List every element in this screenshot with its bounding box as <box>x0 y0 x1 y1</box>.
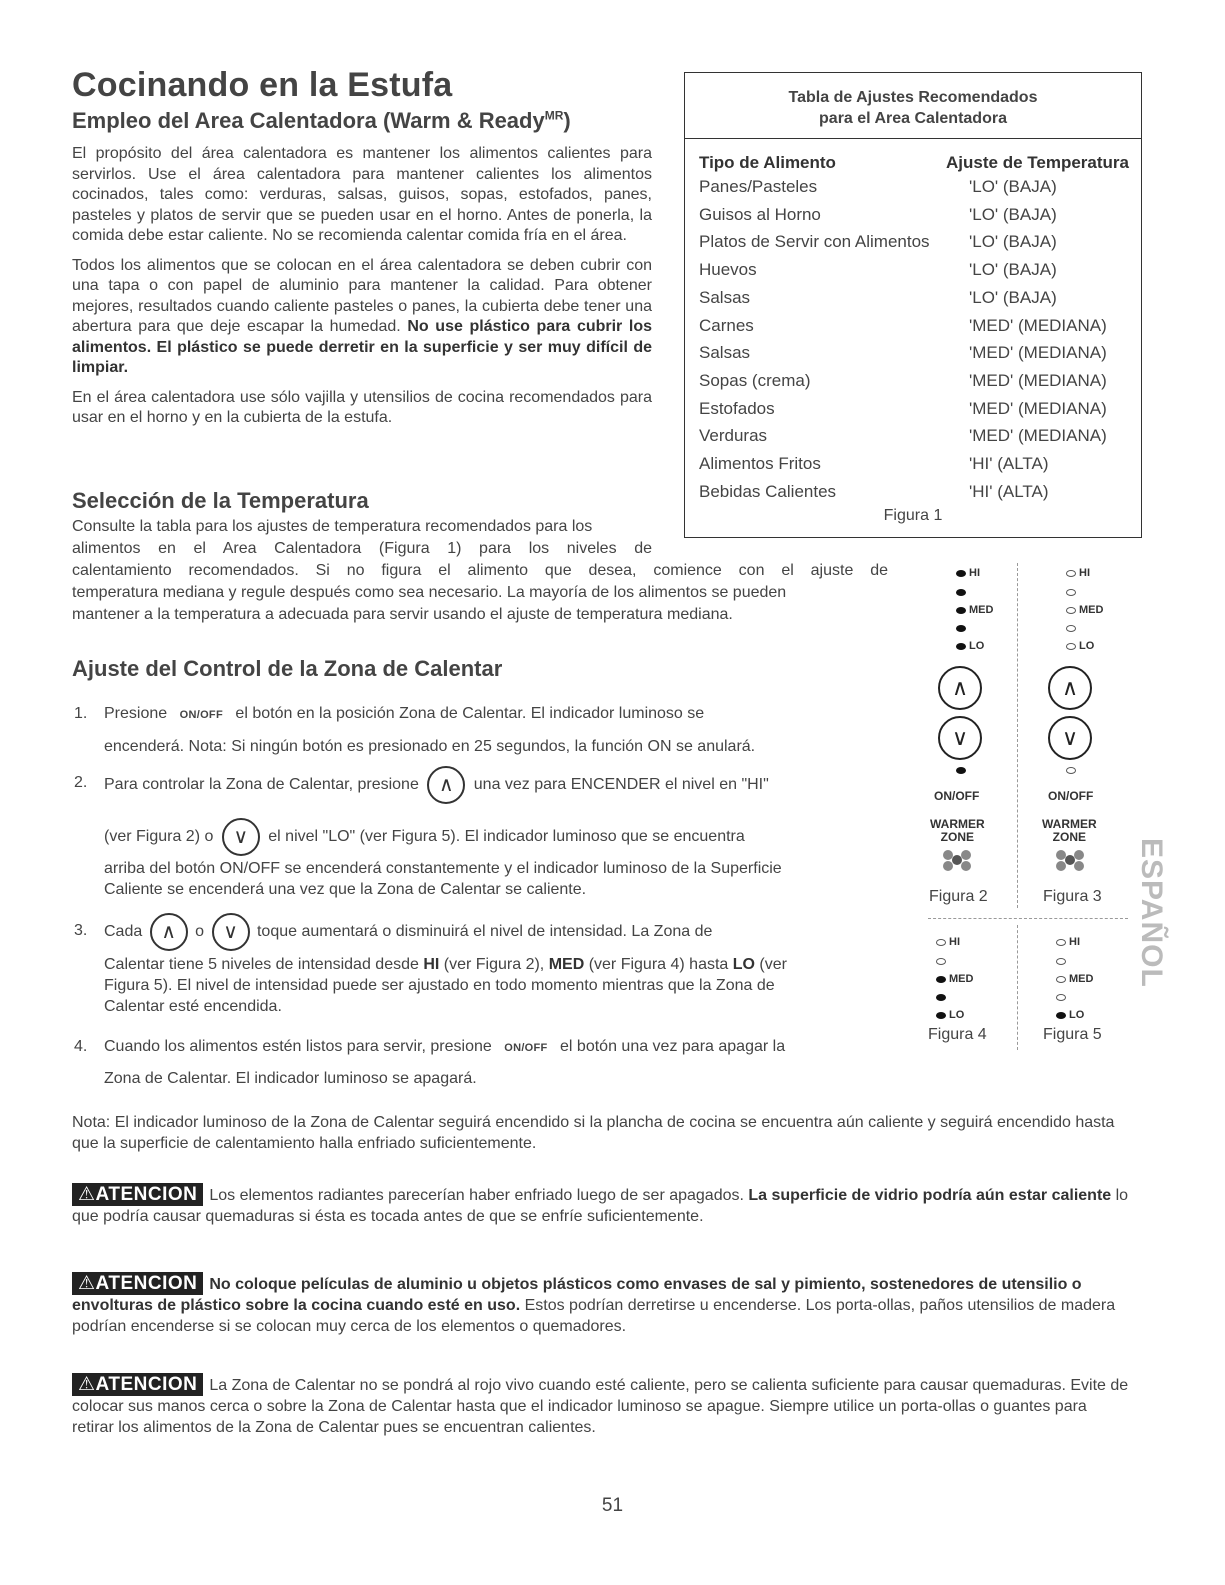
warmer-zone-icon <box>938 848 976 872</box>
warmer-zone-icon <box>1051 848 1089 872</box>
fig2-level-2 <box>956 586 969 598</box>
table-cell-food: Carnes <box>699 315 754 335</box>
figure-divider-horizontal <box>928 918 1128 919</box>
warning-3: ⚠ATENCION La Zona de Calentar no se pondrá al rojo vivo cuando esté caliente, pero se calienta suficiente para causar quemaduras. Evite de colocar sus manos cerca o sobre la Zona de Calentar hasta que el indicador luminoso se apague. Siempre utilice un porta-ollas o guantes para retirar los alimentos de la Zona de Calentar pues se encuentran calientes. <box>72 1374 1129 1436</box>
indicator-on-icon <box>956 589 966 596</box>
table-cell-temp: 'HI' (ALTA) <box>969 454 1049 473</box>
table-cell-temp: 'MED' (MEDIANA) <box>969 370 1107 390</box>
table-cell-food: Salsas <box>699 343 751 363</box>
table-cell-food: Platos de Servir con Alimentos <box>699 232 930 252</box>
section-heading-temperature: Selección de la Temperatura <box>72 488 369 513</box>
step-2-line-2: (ver Figura 2) o ∨ el nivel "LO" (ver Figura 5). El indicador luminoso que se encuentra <box>104 818 745 856</box>
table-header-food: Tipo de Alimento <box>699 153 836 172</box>
figure-divider-vertical-lower <box>1017 925 1018 1050</box>
fig4-level-4 <box>936 991 949 1003</box>
fig3-up-button-icon: ∧ <box>1048 666 1092 710</box>
fig3-level-med: MED <box>1066 604 1103 616</box>
table-cell-food: Verduras <box>699 426 768 446</box>
recommended-settings-table <box>684 72 1142 538</box>
fig2-level-lo: LO <box>956 640 984 652</box>
page-title: Cocinando en la Estufa <box>72 66 453 104</box>
step-2-line-1: Para controlar la Zona de Calentar, presione ∧ una vez para ENCENDER el nivel en "HI" <box>104 766 769 804</box>
table-row <box>699 482 1131 510</box>
indicator-off-icon <box>1066 643 1076 650</box>
intro-text <box>72 144 652 429</box>
step-2-number: 2. <box>74 774 88 791</box>
table-cell-temp: 'HI' (ALTA) <box>969 481 1049 501</box>
indicator-off-icon <box>936 958 946 965</box>
fig5-level-med: MED <box>1056 973 1093 985</box>
table-cell-temp: 'LO' (BAJA) <box>969 232 1057 252</box>
table-cell-food: Estofados <box>699 398 775 418</box>
step-2-line-3: arriba del botón ON/OFF se encenderá constantemente y el indicador luminoso de la Superficie <box>104 860 782 877</box>
section-heading-control: Ajuste del Control de la Zona de Calentar <box>72 656 503 681</box>
figure-divider-vertical <box>1017 563 1018 908</box>
table-cell-temp: 'LO' (BAJA) <box>969 287 1057 307</box>
warning-label: ⚠ATENCION <box>72 1183 203 1206</box>
fig3-down-button-icon: ∨ <box>1048 716 1092 760</box>
warning-label: ⚠ATENCION <box>72 1373 203 1396</box>
step-3-line-1: Cada ∧ o ∨ toque aumentará o disminuirá el nivel de intensidad. La Zona de <box>104 913 712 951</box>
table-row <box>699 177 1131 205</box>
temperature-line-1: Consulte la tabla para los ajustes de temperatura recomendados para los <box>72 518 593 535</box>
indicator-on-icon <box>956 643 966 650</box>
indicator-off-icon <box>1066 589 1076 596</box>
fig5-level-4 <box>1056 991 1069 1003</box>
warning-1: ⚠ATENCION Los elementos radiantes parecerían haber enfriado luego de ser apagados. La superficie de vidrio podría aún estar caliente lo que podría causar quemaduras si ésta es tocada antes de que se enfríe suficientemente. <box>72 1184 1129 1225</box>
indicator-off-icon <box>1056 976 1066 983</box>
figure-2-caption: Figura 2 <box>929 888 988 905</box>
figure-1-caption: Figura 1 <box>883 507 943 524</box>
fig4-level-hi: HI <box>936 936 960 948</box>
indicator-off-icon <box>1066 607 1076 614</box>
table-cell-food: Salsas <box>699 287 751 307</box>
indicator-on-icon <box>956 607 966 614</box>
figure-3-caption: Figura 3 <box>1043 888 1102 905</box>
table-row <box>699 288 1131 316</box>
page-number: 51 <box>601 1495 624 1516</box>
figure-5-caption: Figura 5 <box>1043 1026 1102 1043</box>
fig2-onoff-indicator <box>956 764 969 776</box>
fig3-onoff-indicator <box>1066 764 1079 776</box>
table-header-temp: Ajuste de Temperatura <box>946 153 1129 172</box>
indicator-off-icon <box>1056 939 1066 946</box>
indicator-off-icon <box>1066 625 1076 632</box>
indicator-on-icon <box>936 976 946 983</box>
table-row <box>699 232 1131 260</box>
fig5-level-lo: LO <box>1056 1009 1084 1021</box>
fig2-warmer-zone-label: WARMER ZONE <box>930 817 985 844</box>
indicator-on-icon <box>956 570 966 577</box>
table-cell-temp: 'MED' (MEDIANA) <box>969 343 1107 363</box>
table-row <box>699 454 1131 482</box>
up-arrow-icon: ∧ <box>150 913 188 951</box>
step-3-line-3: Figura 5). El nivel de intensidad puede ser ajustado en todo momento mientras que la Zona de <box>104 977 775 994</box>
table-row <box>699 205 1131 233</box>
step-4-line-2: Zona de Calentar. El indicador luminoso se apagará. <box>104 1070 477 1087</box>
table-divider <box>685 138 1141 139</box>
step-2-line-4: Caliente se encenderá una vez que la Zona de Calentar se caliente. <box>104 881 587 898</box>
indicator-off-icon <box>936 939 946 946</box>
table-row <box>699 371 1131 399</box>
table-cell-temp: 'MED' (MEDIANA) <box>969 315 1107 335</box>
table-row <box>699 399 1131 427</box>
section-heading-warm-area: Empleo del Area Calentadora (Warm & Ready$^{MR}$) <box>72 108 571 133</box>
indicator-on-icon <box>936 1012 946 1019</box>
step-3-number: 3. <box>74 922 88 939</box>
indicator-off-icon <box>1066 570 1076 577</box>
up-arrow-icon: ∧ <box>427 766 465 804</box>
figure-4-caption: Figura 4 <box>928 1026 987 1043</box>
table-cell-food: Huevos <box>699 260 757 280</box>
indicator-on-icon <box>936 994 946 1001</box>
table-row <box>699 260 1131 288</box>
fig2-level-hi: HI <box>956 567 980 579</box>
fig5-level-2 <box>1056 955 1069 967</box>
fig2-level-4 <box>956 622 969 634</box>
down-arrow-icon: ∨ <box>222 818 260 856</box>
fig2-onoff-label: ON/OFF <box>934 789 980 803</box>
warning-2: ⚠ATENCION No coloque películas de aluminio u objetos plásticos como envases de sal y pimiento, sostenedores de utensilio o envolturas de plástico sobre la cocina cuando esté en uso. Estos podrían derretirse u encenderse. Los porta-ollas, paños utensilios de madera podrían encenderse si se colocan muy cerca de los elementos o quemadores. <box>72 1273 1116 1335</box>
fig2-down-button-icon: ∨ <box>938 716 982 760</box>
fig4-level-2 <box>936 955 949 967</box>
table-cell-temp: 'MED' (MEDIANA) <box>969 426 1107 446</box>
fig3-level-lo: LO <box>1066 640 1094 652</box>
table-cell-food: Alimentos Fritos <box>699 454 821 473</box>
note-text: Nota: El indicador luminoso de la Zona de Calentar seguirá encendido si la plancha de cocina se encuentra aún caliente y seguirá encendido hasta que la superficie de calentamiento halla enfriado suficientemente. <box>72 1114 1115 1152</box>
table-cell-food: Bebidas Calientes <box>699 481 837 501</box>
step-1-line-2: encenderá. Nota: Si ningún botón es presionado en 25 segundos, la función ON se anulará. <box>104 738 756 755</box>
intro-paragraph-2: Todos los alimentos que se colocan en el área calentadora se deben cubrir con una tapa o con papel de aluminio para mantener la calidad. Para obtener mejores, resultados cuando caliente pasteles o panes, la cubierta debe tener una abertura para que deje escapar la humedad. No use plástico para cubrir los alimentos. El plástico se puede derretir en la superficie y ser muy difícil de limpiar. <box>72 256 653 376</box>
fig3-level-2 <box>1066 586 1079 598</box>
table-cell-food: Panes/Pasteles <box>699 177 818 196</box>
indicator-off-icon <box>1066 767 1076 774</box>
onoff-label: ON/OFF <box>504 1042 548 1054</box>
fig3-onoff-label: ON/OFF <box>1048 789 1094 803</box>
fig3-warmer-zone-label: WARMER ZONE <box>1042 817 1097 844</box>
temperature-line-2: alimentos en el Area Calentadora (Figura 1) para los niveles de <box>72 540 652 557</box>
table-row <box>699 426 1131 454</box>
fig3-level-hi: HI <box>1066 567 1090 579</box>
table-title: Tabla de Ajustes Recomendados para el Area Calentadora <box>788 89 1038 127</box>
table-cell-temp: 'LO' (BAJA) <box>969 260 1057 280</box>
temperature-line-4: temperatura mediana y regule después como sea necesario. La mayoría de los alimentos se pueden <box>72 584 787 601</box>
intro-paragraph-3: En el área calentadora use sólo vajilla y utensilios de cocina recomendados para usar en el horno y en la cubierta de la estufa. <box>72 388 652 426</box>
step-1-number: 1. <box>74 705 88 722</box>
table-cell-food: Guisos al Horno <box>699 204 821 224</box>
table-cell-temp: 'MED' (MEDIANA) <box>969 398 1107 418</box>
indicator-on-icon <box>956 625 966 632</box>
table-cell-temp: 'LO' (BAJA) <box>969 177 1057 196</box>
indicator-on-icon <box>1056 1012 1066 1019</box>
fig4-level-lo: LO <box>936 1009 964 1021</box>
language-side-tab: ESPAÑOL <box>1135 838 1168 988</box>
table-row <box>699 343 1131 371</box>
indicator-off-icon <box>1056 994 1066 1001</box>
table-cell-temp: 'LO' (BAJA) <box>969 204 1057 224</box>
table-cell-food: Sopas (crema) <box>699 370 811 390</box>
fig2-level-med: MED <box>956 604 993 616</box>
step-4-line-1: Cuando los alimentos estén listos para servir, presione ON/OFF el botón una vez para apagar la <box>104 1038 786 1055</box>
down-arrow-icon: ∨ <box>212 913 250 951</box>
step-3-line-4: Calentar esté encendida. <box>104 998 282 1015</box>
temperature-line-3: calentamiento recomendados. Si no figura el alimento que desea, comience con el ajuste de <box>72 562 888 579</box>
warning-label: ⚠ATENCION <box>72 1272 203 1295</box>
onoff-label: ON/OFF <box>179 709 223 721</box>
fig4-level-med: MED <box>936 973 973 985</box>
fig2-up-button-icon: ∧ <box>938 666 982 710</box>
step-3-line-2: Calentar tiene 5 niveles de intensidad desde HI (ver Figura 2), MED (ver Figura 4) hasta LO (ver <box>104 956 787 973</box>
step-1-line-1: Presione ON/OFF el botón en la posición Zona de Calentar. El indicador luminoso se <box>104 705 705 722</box>
indicator-on-icon <box>956 767 966 774</box>
indicator-off-icon <box>1056 958 1066 965</box>
table-row <box>699 316 1131 344</box>
fig3-level-4 <box>1066 622 1079 634</box>
step-4-number: 4. <box>74 1038 88 1055</box>
intro-paragraph-1: El propósito del área calentadora es mantener los alimentos calientes para servirlos. Use el área calentadora para mantener calientes los alimentos cocinados, tales como: verduras, salsas, guisos, sopas, estofados, panes, pasteles y platos de servir que se pueden usar en el horno. Antes de ponerla, la comida debe estar caliente. No se recomienda calentar comida fría en el área. <box>72 145 652 244</box>
temperature-line-5: mantener a la temperatura a adecuada para servir usando el ajuste de temperatura mediana. <box>72 606 733 623</box>
fig5-level-hi: HI <box>1056 936 1080 948</box>
